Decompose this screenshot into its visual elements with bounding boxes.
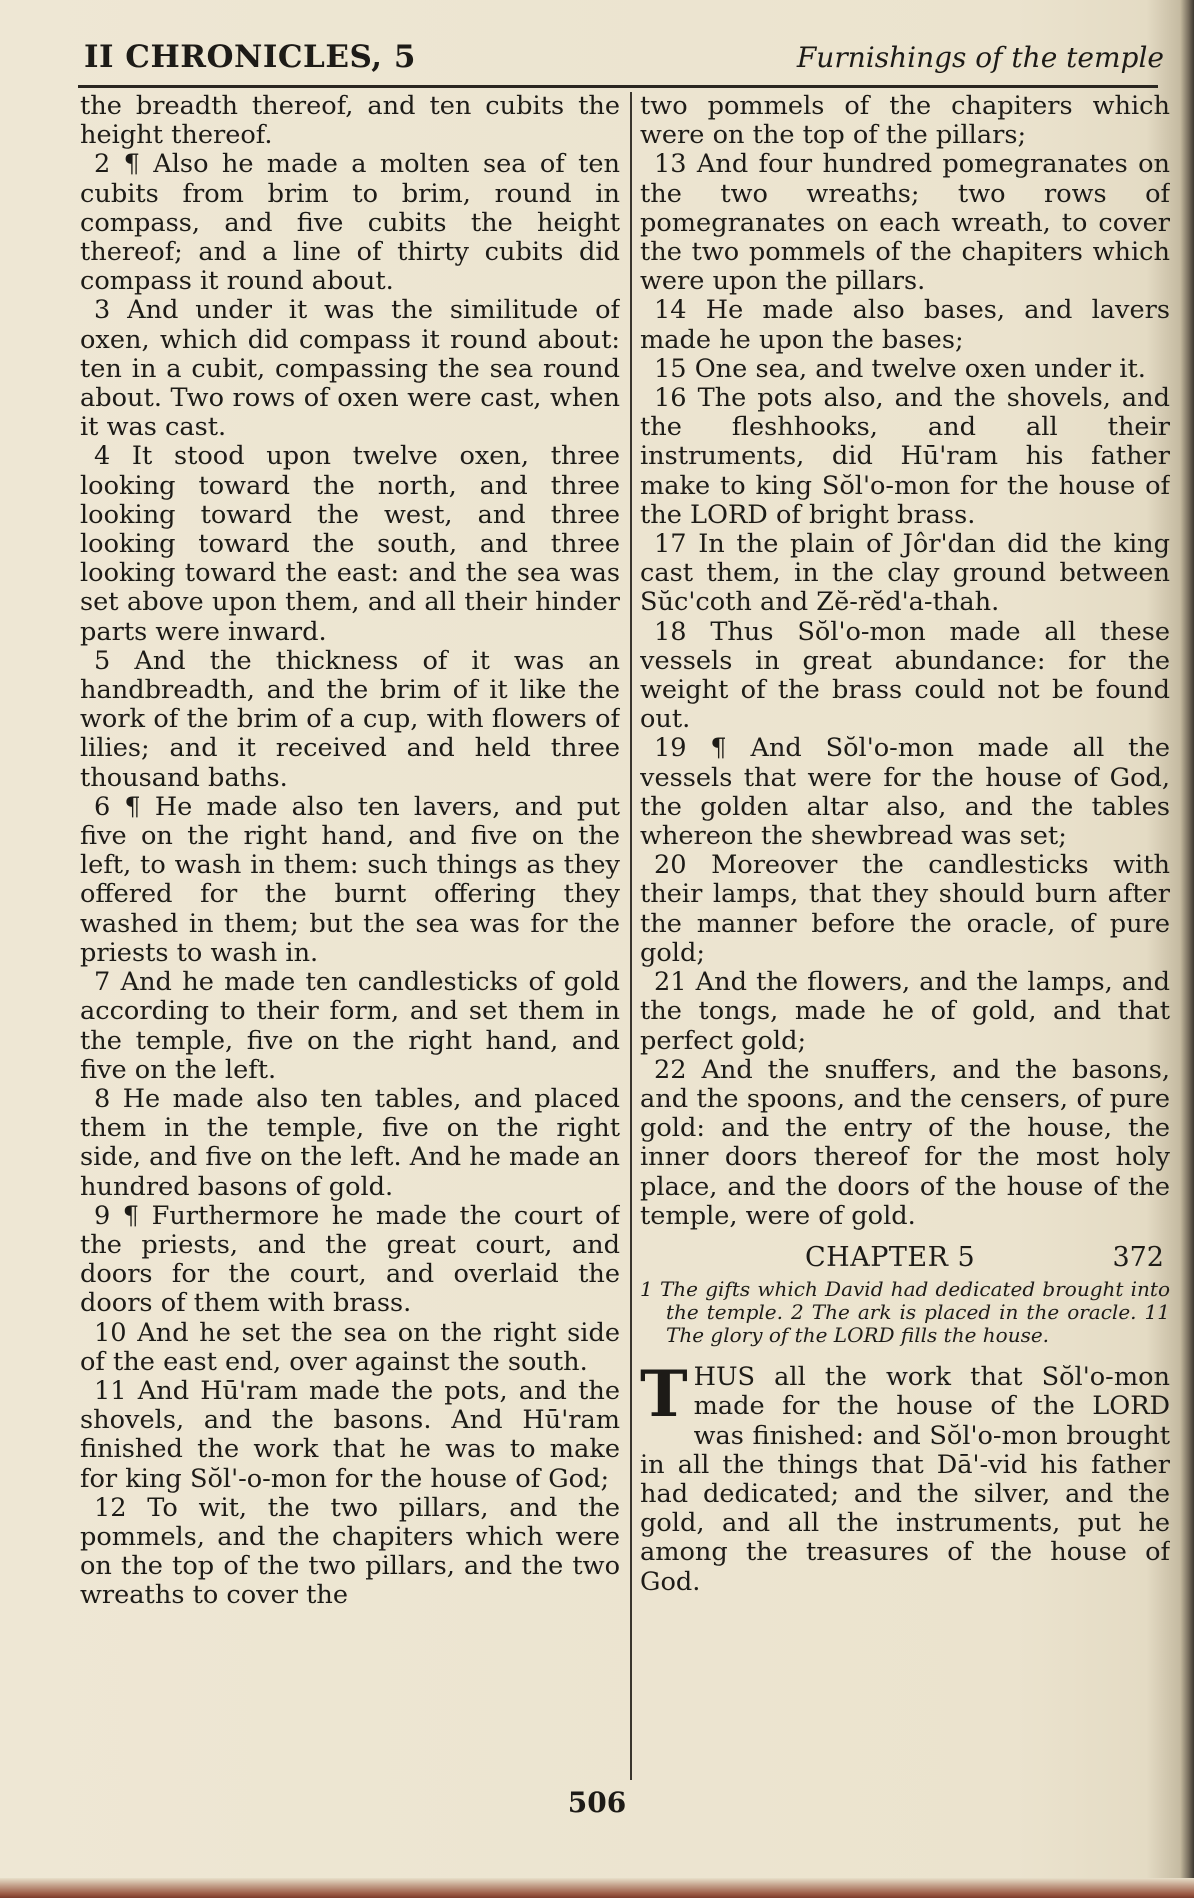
verse-6: 6 ¶ He made also ten lavers, and put five on the right hand, and five on the left, to wash in them: such things as they offered for the burnt offering they washed in them; but the sea was for the priests to wash in.: [80, 791, 620, 968]
right-column: [640, 92, 1170, 1782]
verse-20: 20 Moreover the candlesticks with their lamps, that they should burn after the manner before the oracle, of pure gold;: [640, 850, 1170, 968]
page-edge: [1180, 0, 1194, 1898]
verse-10: 10 And he set the sea on the right side of the east end, over against the south.: [80, 1317, 620, 1377]
chapter-first-verse: [640, 1357, 1170, 1597]
verse-12: 12 To wit, the two pillars, and the pommels, and the chapiters which were on the top of the two pillars, and the two wreaths to cover the: [80, 1492, 620, 1611]
left-column: [80, 92, 620, 1782]
verse-19: 19 ¶ And Sŏl'o-mon made all the vessels that were for the house of God, the golden altar also, and the tables whereon the shewbread was set;: [640, 733, 1170, 852]
verse-14: 14 He made also bases, and lavers made he upon the bases;: [640, 295, 1170, 355]
verse-22: 22 And the snuffers, and the basons, and the spoons, and the censers, of pure gold: and the entry of the house, the inner doors thereof for the most holy place, and the doors of the house of the temple, were of gold.: [640, 1054, 1170, 1231]
page-number: 506: [567, 1786, 627, 1819]
verse-7: 7 And he made ten candlesticks of gold according to their form, and set them in the temple, five on the right hand, and five on the left.: [80, 967, 620, 1085]
section-heading: Furnishings of the temple: [796, 40, 1164, 74]
verse-8: 8 He made also ten tables, and placed them in the temple, five on the right side, and five on the left. And he made an hundred basons of gold.: [80, 1083, 620, 1202]
verse-13: 13 And four hundred pomegranates on the two wreaths; two rows of pomegranates on each wreath, to cover the two pommels of the chapiters which were upon the pillars.: [640, 149, 1170, 297]
first-verse-text: HUS all the work that Sŏl'o-mon made for the house of the LORD was finished: and Sŏl'o-mon brought in all the things that Dā'-vid his father had dedicated; and the silver, and the gold, and all the instruments, put he among the treasures of the house of God.: [640, 1362, 1170, 1597]
book-chapter-heading: II CHRONICLES, 5: [84, 39, 416, 75]
verse-12-continuation: two pommels of the chapiters which were on the top of the pillars;: [640, 92, 1170, 151]
verse-continuation: the breadth thereof, and ten cubits the height thereof.: [80, 92, 620, 151]
verse-9: 9 ¶ Furthermore he made the court of the priests, and the great court, and doors for the court, and overlaid the doors of them with brass.: [80, 1200, 620, 1319]
chapter-reference-number: 372: [1112, 1241, 1164, 1273]
verse-21: 21 And the flowers, and the lamps, and the tongs, made he of gold, and that perfect gold;: [640, 967, 1170, 1056]
verse-5: 5 And the thickness of it was an handbreadth, and the brim of it like the work of the brim of a cup, with flowers of lilies; and it received and held three thousand baths.: [80, 645, 620, 793]
chapter-heading: [640, 1243, 1170, 1272]
verse-18: 18 Thus Sŏl'o-mon made all these vessels in great abundance: for the weight of the brass could not be found out.: [640, 616, 1170, 735]
verse-16: 16 The pots also, and the shovels, and the fleshhooks, and all their instruments, did Hū'ram his father make to king Sŏl'o-mon for the house of the LORD of bright brass.: [640, 383, 1170, 530]
chapter-summary: 1 The gifts which David had dedicated brought into the temple. 2 The ark is placed in the oracle. 11 The glory of the LORD fills the house.: [640, 1277, 1170, 1348]
verse-17: 17 In the plain of Jôr'dan did the king cast them, in the clay ground between Sŭc'coth and Zĕ-rĕd'a-thah.: [640, 529, 1170, 618]
verse-15: 15 One sea, and twelve oxen under it.: [654, 353, 1146, 384]
page-bottom-edge: [0, 1878, 1194, 1898]
drop-cap: T: [640, 1357, 688, 1433]
verse-11: 11 And Hū'ram made the pots, and the shovels, and the basons. And Hū'ram finished the work that he was to make for king Sŏl'-o-mon for the house of God;: [80, 1375, 620, 1494]
running-head: [84, 32, 1164, 82]
verse-2: 2 ¶ Also he made a molten sea of ten cubits from brim to brim, round in compass, and five cubits the height thereof; and a line of thirty cubits did compass it round about.: [80, 149, 620, 297]
verse-3: 3 And under it was the similitude of oxen, which did compass it round about: ten in a cubit, compassing the sea round about. Two rows of oxen were cast, when it was cast.: [80, 295, 620, 443]
header-rule: [78, 85, 1158, 88]
chapter-title: CHAPTER 5: [805, 1241, 976, 1273]
verse-4: 4 It stood upon twelve oxen, three looking toward the north, and three looking toward the west, and three looking toward the south, and three looking toward the east: and the sea was set above upon them, and all their hinder parts were inward.: [80, 441, 620, 647]
column-divider: [630, 92, 632, 1780]
